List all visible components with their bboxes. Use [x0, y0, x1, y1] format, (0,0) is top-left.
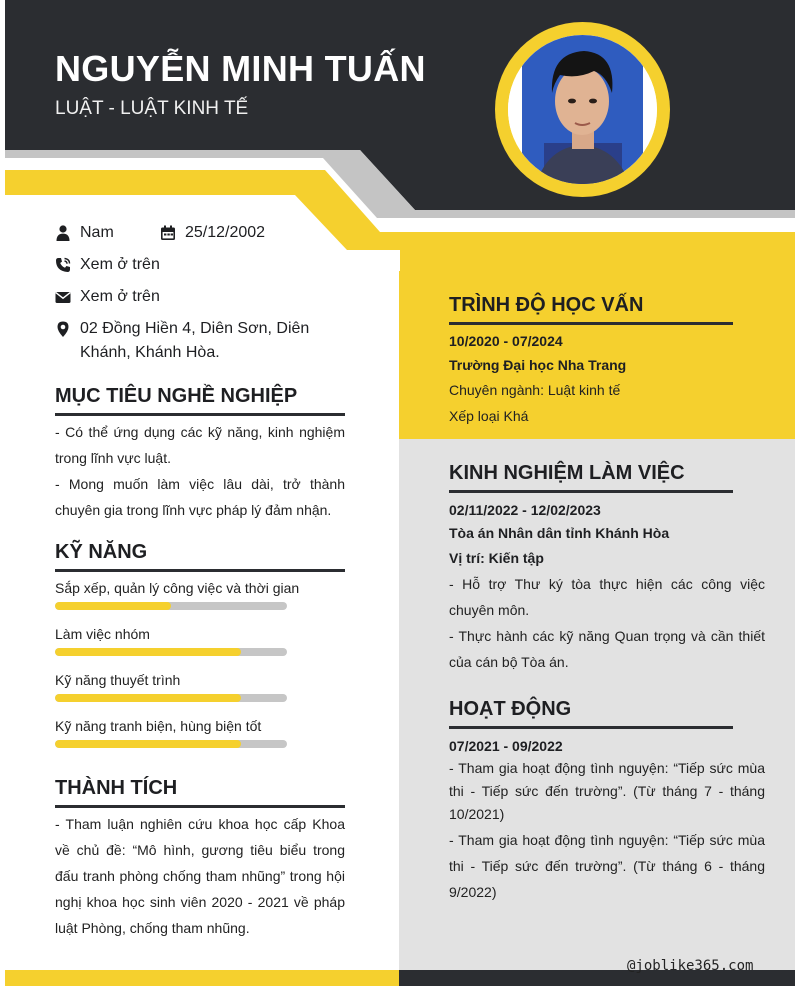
email-row — [55, 288, 160, 306]
skill-bar — [55, 694, 287, 702]
skill-bar-fill — [55, 740, 241, 748]
objective-line: - Có thể ứng dụng các kỹ năng, kinh nghiệm trong lĩnh vực luật. — [55, 424, 345, 466]
experience-line: - Thực hành các kỹ năng Quan trọng và cần thiết của cán bộ Tòa án. — [449, 628, 765, 670]
candidate-name: NGUYỄN MINH TUẤN — [55, 48, 426, 89]
education-rank: Xếp loại Khá — [449, 408, 529, 424]
footer-left-band — [5, 970, 399, 986]
phone-row — [55, 256, 160, 274]
candidate-major: LUẬT - LUẬT KINH TẾ — [55, 98, 249, 119]
skill-label: Kỹ năng tranh biện, hùng biện tốt — [55, 718, 262, 734]
calendar-icon — [160, 225, 176, 241]
phone-icon — [55, 257, 71, 273]
objective-heading: MỤC TIÊU NGHỀ NGHIỆP — [55, 385, 298, 407]
person-icon — [55, 225, 71, 241]
skill-bar — [55, 648, 287, 656]
activity-line: - Tham gia hoạt động tình nguyện: “Tiếp sức mùa thi - Tiếp sức đến trường”. (Từ tháng 7 - tháng 10/2021) — [449, 760, 765, 822]
education-major: Chuyên ngành: Luật kinh tế — [449, 382, 621, 398]
birthdate-row — [160, 224, 265, 242]
gender-row — [55, 224, 114, 242]
experience-period: 02/11/2022 - 12/02/2023 — [449, 502, 601, 518]
skills-heading: KỸ NĂNG — [55, 541, 148, 563]
skills-divider — [55, 569, 345, 572]
skill-bar — [55, 602, 287, 610]
header-background — [5, 0, 795, 275]
experience-organization: Tòa án Nhân dân tỉnh Khánh Hòa — [449, 525, 670, 541]
activities-period: 07/2021 - 09/2022 — [449, 738, 563, 754]
skill-label: Kỹ năng thuyết trình — [55, 672, 181, 688]
education-school: Trường Đại học Nha Trang — [449, 357, 627, 373]
phone-value: Xem ở trên — [80, 256, 160, 273]
objective-body — [55, 419, 345, 523]
education-period: 10/2020 - 07/2024 — [449, 333, 563, 349]
envelope-icon — [55, 289, 71, 305]
activities-heading: HOẠT ĐỘNG — [449, 698, 572, 720]
address-value: 02 Đồng Hiền 4, Diên Sơn, Diên Khánh, Khánh Hòa. — [80, 320, 310, 361]
experience-body — [449, 571, 765, 675]
achievements-body: - Tham luận nghiên cứu khoa học cấp Khoa về chủ đề: “Mô hình, gương tiêu biểu trong đấu tranh phòng chống tham nhũng” trong hội nghị khoa học sinh viên 2020 - 2021 về pháp luật Phòng, chống tham nhũng. — [55, 816, 345, 936]
education-heading: TRÌNH ĐỘ HỌC VẤN — [449, 294, 644, 316]
skill-label: Sắp xếp, quản lý công việc và thời gian — [55, 580, 300, 596]
watermark: @joblike365.com — [627, 958, 754, 974]
skill-bar-fill — [55, 648, 241, 656]
experience-position: Vị trí: Kiến tập — [449, 550, 544, 566]
achievements-heading: THÀNH TÍCH — [55, 777, 178, 799]
skill-bar-fill — [55, 602, 171, 610]
email-value: Xem ở trên — [80, 288, 160, 305]
objective-line: - Mong muốn làm việc lâu dài, trở thành chuyên gia trong lĩnh vực pháp lý đảm nhận. — [55, 476, 345, 518]
map-pin-icon — [55, 321, 71, 337]
experience-heading: KINH NGHIỆM LÀM VIỆC — [449, 462, 685, 484]
achievements-divider — [55, 805, 345, 808]
experience-divider — [449, 490, 733, 493]
skill-label: Làm việc nhóm — [55, 626, 150, 642]
education-divider — [449, 322, 733, 325]
profile-photo-frame — [495, 22, 670, 197]
activity-line: - Tham gia hoạt động tình nguyện: “Tiếp sức mùa thi - Tiếp sức đến trường”. (Từ tháng 6 - tháng 9/2022) — [449, 832, 765, 900]
objective-divider — [55, 413, 345, 416]
address-row — [55, 320, 310, 365]
activities-body — [449, 757, 765, 905]
gender-value: Nam — [80, 224, 114, 241]
skill-bar-fill — [55, 694, 241, 702]
profile-photo — [508, 35, 657, 184]
skill-bar — [55, 740, 287, 748]
cv-page — [5, 0, 795, 986]
activities-divider — [449, 726, 733, 729]
birthdate-value: 25/12/2002 — [185, 224, 266, 241]
experience-line: - Hỗ trợ Thư ký tòa thực hiện các công việc chuyên môn. — [449, 576, 765, 618]
